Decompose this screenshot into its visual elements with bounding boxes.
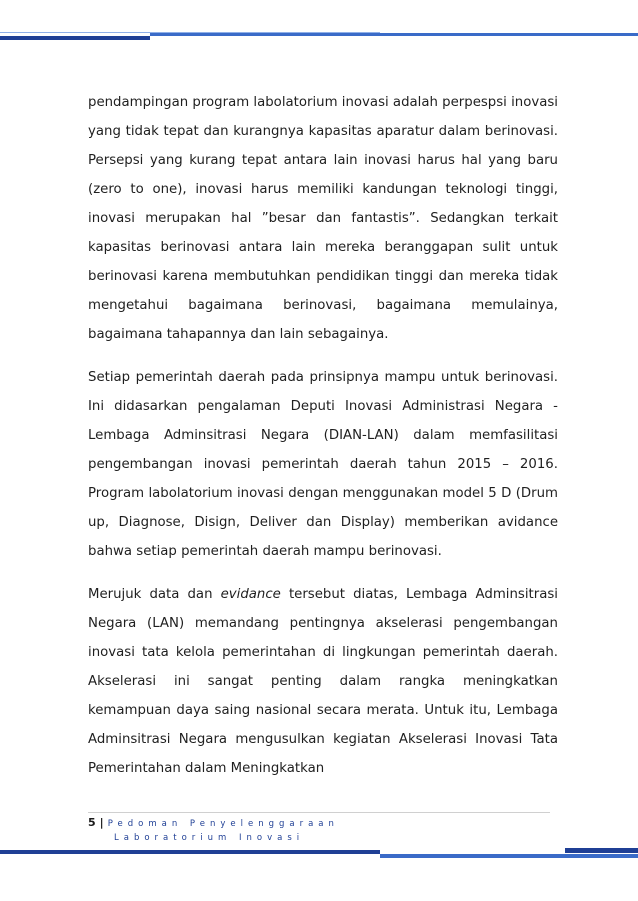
paragraph-2: Setiap pemerintah daerah pada prinsipnya mampu untuk berinovasi. Ini didasarkan pengalaman Deputi Inovasi Administrasi Negara - Lembaga Adminsitrasi Negara (DIAN-LAN) dalam memfasilitasi pengembangan inovasi pemerintah daerah tahun 2015 – 2016. Program labolatorium inovasi dengan menggunakan model 5 D (Drum up, Diagnose, Disign, Deliver dan Display) memberikan avidance bahwa setiap pemerintah daerah mampu berinovasi. xyxy=(88,370,558,559)
footer-title-line2: Laboratorium Inovasi xyxy=(114,833,305,843)
footer-title-line1: Pedoman Penyelenggaraan xyxy=(107,819,339,829)
bottom-decor-dark-bar xyxy=(0,850,380,854)
footer-divider xyxy=(88,812,550,813)
paragraph-3-emphasis: evidance xyxy=(220,587,281,602)
bottom-decor-light-bar xyxy=(380,854,638,858)
footer-separator: | xyxy=(99,816,104,829)
page-number: 5 xyxy=(88,816,96,829)
paragraph-3 xyxy=(88,580,558,783)
paragraph-3-start: Merujuk data dan xyxy=(88,587,221,602)
top-decor-dark-bar xyxy=(0,36,150,40)
paragraph-1: pendampingan program labolatorium inovasi adalah perpespsi inovasi yang tidak tepat dan kurangnya kapasitas aparatur dalam berinovasi. Persepsi yang kurang tepat antara lain inovasi harus hal yang baru (zero to one), inovasi harus memiliki kandungan teknologi tinggi, inovasi merupakan hal ”besar dan fantastis”. Sedangkan terkait kapasitas berinovasi antara lain mereka beranggapan sulit untuk berinovasi karena membutuhkan pendidikan tinggi dan mereka tidak mengetahui bagaimana berinovasi, bagaimana memulainya, bagaimana tahapannya dan lain sebagainya. xyxy=(88,95,558,342)
paragraph-3-rest: tersebut diatas, Lembaga Adminsitrasi Negara (LAN) memandang pentingnya akselerasi pengembangan inovasi tata kelola pemerintahan di lingkungan pemerintah daerah. Akselerasi ini sangat penting dalam rangka meningkatkan kemampuan daya saing nasional secara merata. Untuk itu, Lembaga Adminsitrasi Negara mengusulkan kegiatan Akselerasi Inovasi Tata Pemerintahan dalam Meningkatkan xyxy=(88,587,558,776)
bottom-decor-right-bar xyxy=(565,848,638,853)
document-body xyxy=(88,88,558,797)
top-decor-light-bar xyxy=(150,33,638,36)
page-footer xyxy=(88,816,558,845)
